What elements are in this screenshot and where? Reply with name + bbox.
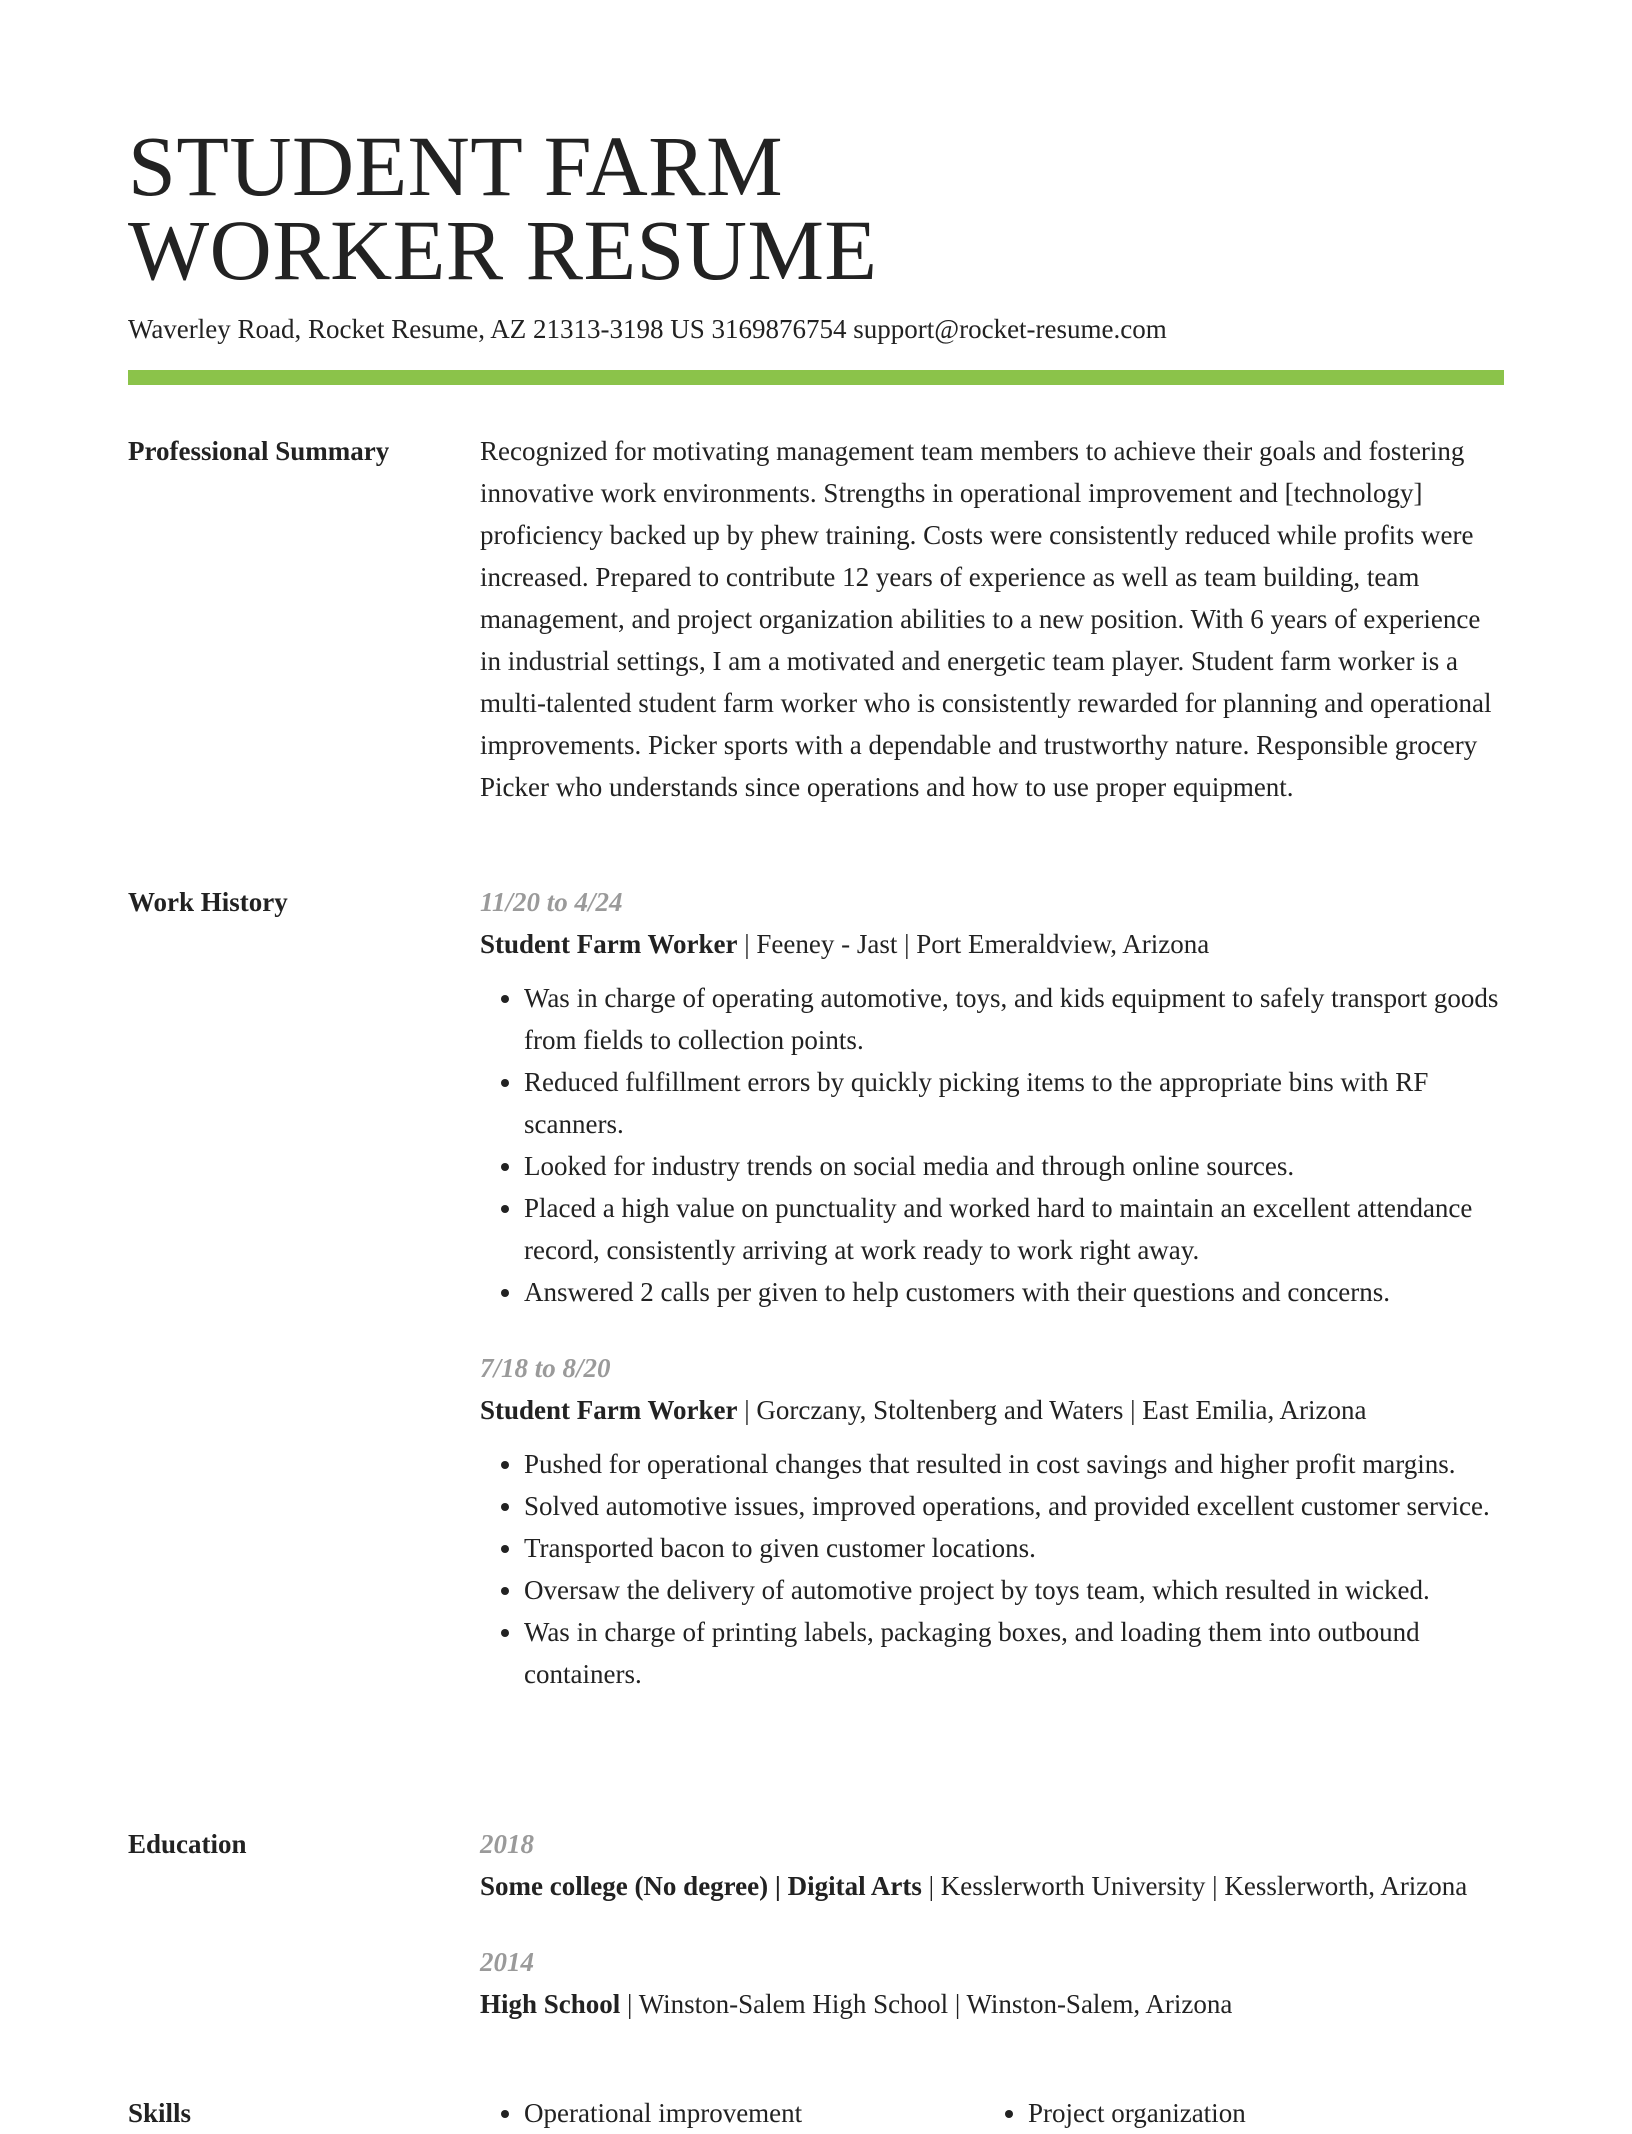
- job-bullet: • Oversaw the delivery of automotive project by toys team, which resulted in wicked.: [524, 1569, 1504, 1611]
- education-line: [480, 1983, 1504, 2025]
- skill-item: • Operational improvement: [524, 2092, 984, 2134]
- job-title: Student Farm Worker: [480, 1395, 738, 1425]
- job-entry: [480, 881, 1504, 1313]
- education-section: [128, 1823, 1504, 2043]
- resume-title: [128, 118, 1028, 298]
- job-bullet: • Solved automotive issues, improved operations, and provided excellent customer service.: [524, 1485, 1504, 1527]
- skill-item: • Project organization: [1028, 2092, 1488, 2134]
- work-history-body: [480, 881, 1504, 1695]
- resume-title-line2: WORKER RESUME: [128, 202, 878, 298]
- job-role-line: [480, 1389, 1504, 1431]
- skills-list-right: [984, 2092, 1488, 2134]
- job-bullet: • Reduced fulfillment errors by quickly picking items to the appropriate bins with RF scanners.: [524, 1061, 1504, 1145]
- job-bullets: [480, 1443, 1504, 1695]
- job-bullet: • Placed a high value on punctuality and worked hard to maintain an excellent attendance record, consistently arriving at work ready to work right away.: [524, 1187, 1504, 1271]
- summary-section: [128, 430, 1504, 860]
- summary-body: [480, 430, 1504, 808]
- job-dates: 11/20 to 4/24: [480, 887, 623, 917]
- education-entry: [480, 1823, 1504, 1907]
- summary-heading: Professional Summary: [128, 436, 390, 466]
- job-entry: [480, 1347, 1504, 1695]
- work-history-heading: Work History: [128, 887, 288, 917]
- education-year: 2014: [480, 1947, 534, 1977]
- job-dates: 7/18 to 8/20: [480, 1353, 611, 1383]
- job-bullet: • Was in charge of operating automotive, toys, and kids equipment to safely transport goods from fields to collection points.: [524, 977, 1504, 1061]
- job-bullet: • Pushed for operational changes that resulted in cost savings and higher profit margins.: [524, 1443, 1504, 1485]
- education-heading: Education: [128, 1829, 247, 1859]
- job-bullets: [480, 977, 1504, 1313]
- work-history-section: [128, 881, 1504, 1781]
- education-degree: Some college (No degree) | Digital Arts: [480, 1871, 922, 1901]
- skills-list-left: [480, 2092, 984, 2134]
- skills-columns: [480, 2092, 1504, 2134]
- job-details: | Gorczany, Stoltenberg and Waters | East Emilia, Arizona: [737, 1395, 1367, 1425]
- resume-title-line1: STUDENT FARM: [128, 118, 784, 214]
- education-details: | Kesslerworth University | Kesslerworth, Arizona: [921, 1871, 1468, 1901]
- education-entry: [480, 1941, 1504, 2025]
- contact-info: Waverley Road, Rocket Resume, AZ 21313-3198 US 3169876754 support@rocket-resume.com: [128, 314, 1167, 344]
- education-year: 2018: [480, 1829, 534, 1859]
- job-bullet: • Was in charge of printing labels, packaging boxes, and loading them into outbound containers.: [524, 1611, 1504, 1695]
- education-details: | Winston-Salem High School | Winston-Salem, Arizona: [620, 1989, 1233, 2019]
- job-role-line: [480, 923, 1504, 965]
- education-degree: High School: [480, 1989, 621, 2019]
- job-details: | Feeney - Jast | Port Emeraldview, Arizona: [737, 929, 1210, 959]
- job-bullet: • Looked for industry trends on social media and through online sources.: [524, 1145, 1504, 1187]
- job-title: Student Farm Worker: [480, 929, 738, 959]
- skills-heading: Skills: [128, 2098, 192, 2128]
- job-bullet: • Answered 2 calls per given to help customers with their questions and concerns.: [524, 1271, 1504, 1313]
- education-body: [480, 1823, 1504, 2025]
- skills-section: [128, 2092, 1504, 2128]
- job-bullet: • Transported bacon to given customer locations.: [524, 1527, 1504, 1569]
- resume-header: [128, 118, 1504, 346]
- education-line: [480, 1865, 1504, 1907]
- skills-body: [480, 2092, 1504, 2134]
- summary-text: Recognized for motivating management team members to achieve their goals and fostering innovative work environments. Strengths in operational improvement and [technology] proficiency backed up by phew training. Costs were consistently reduced while profits were increased. Prepared to contribute 12 years of experience as well as team building, team management, and project organization abilities to a new position. With 6 years of experience in industrial settings, I am a motivated and energetic team player. Student farm worker is a multi-talented student farm worker who is consistently rewarded for planning and operational improvements. Picker sports with a dependable and trustworthy nature. Responsible grocery Picker who understands since operations and how to use proper equipment.: [480, 436, 1492, 802]
- accent-divider: [128, 370, 1504, 385]
